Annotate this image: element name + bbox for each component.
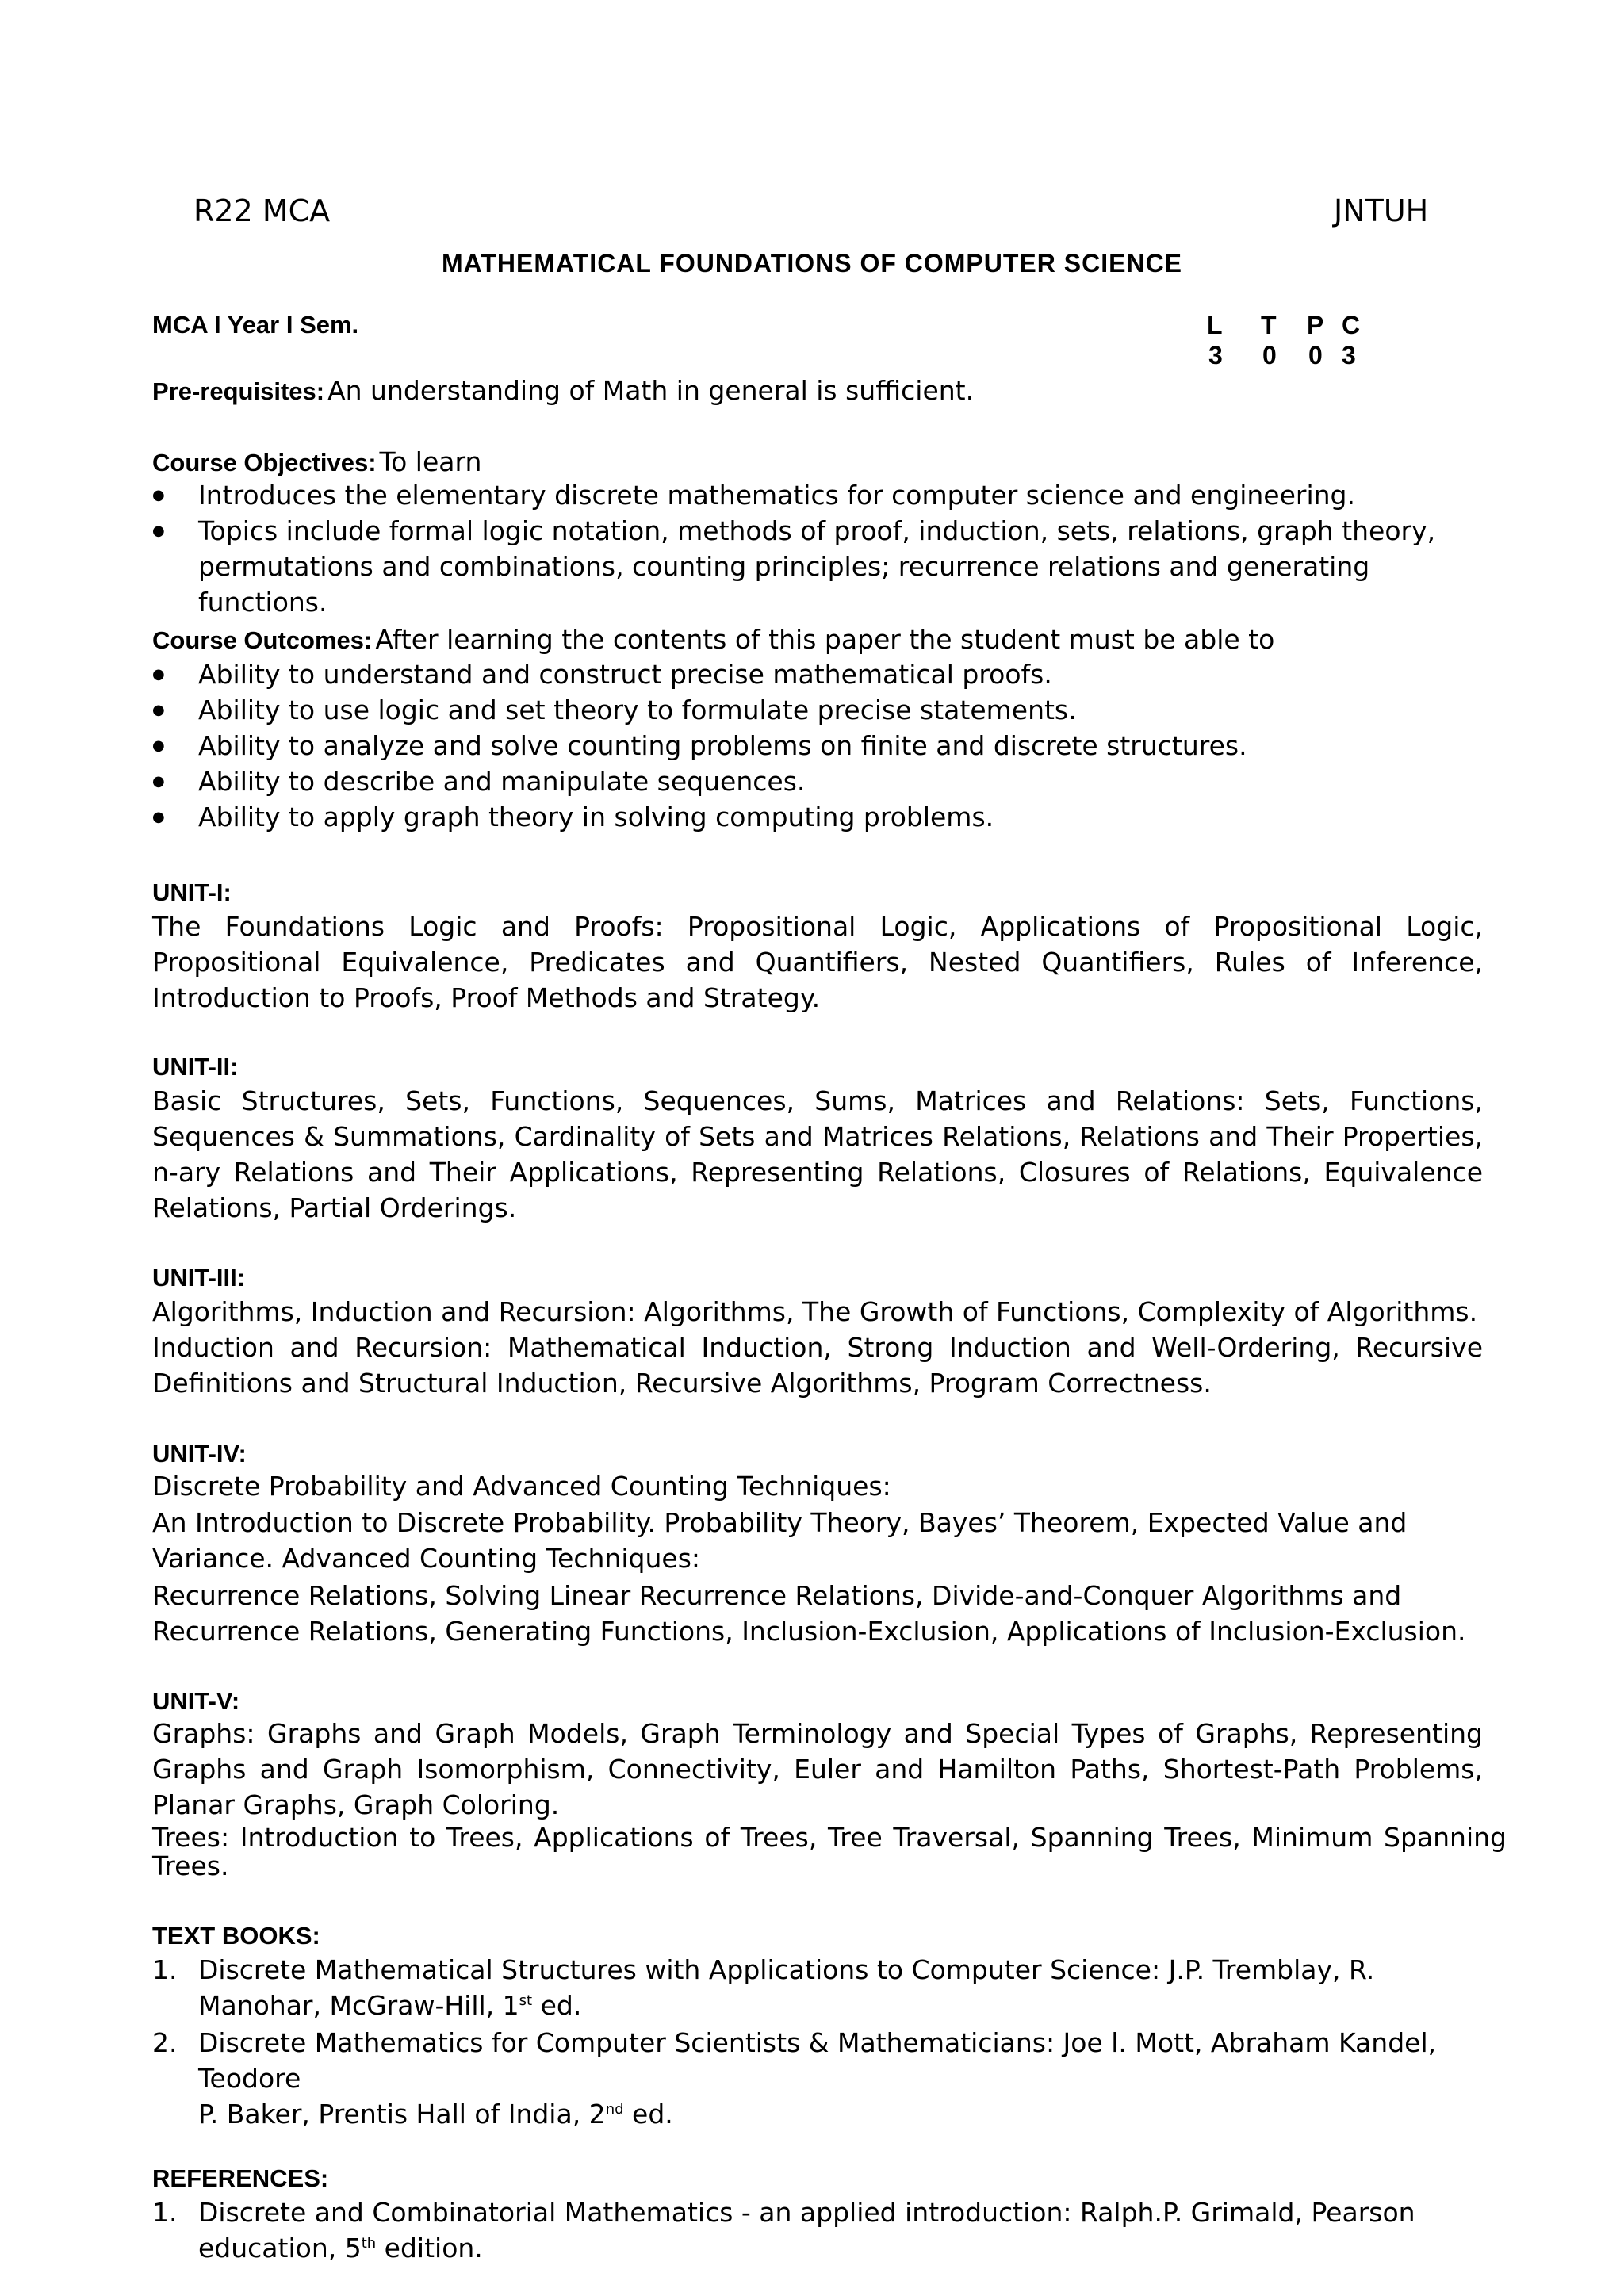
- credits-L-value: 3: [1208, 341, 1223, 369]
- unit-4-content-2: An Introduction to Discrete Probability. Probability Theory, Bayes’ Theorem, Expected Value and Variance. Advanced Counting Techniques:: [152, 1507, 1408, 1574]
- credits-T-label: T: [1261, 311, 1277, 339]
- credits-L-label: L: [1207, 311, 1223, 339]
- textbook-2-line-3: P. Baker, Prentis Hall of India, 2nd ed.: [198, 2099, 673, 2130]
- prerequisites-text: An understanding of Math in general is sufficient.: [327, 375, 975, 406]
- semester-label: MCA I Year I Sem.: [152, 311, 359, 339]
- textbook-1: [152, 1952, 1375, 2023]
- unit-5-title: UNIT-V:: [152, 1687, 240, 1715]
- regulation-code: R22 MCA: [193, 193, 331, 228]
- textbook-1-line-2: Manohar, McGraw-Hill, 1st ed.: [198, 1990, 582, 2021]
- unit-1-content: The Foundations Logic and Proofs: Propositional Logic, Applications of Propositional Logic, Propositional Equivalence, Predicates and Quantifiers, Nested Quantifiers, Rules of Inference, Introduction to Proofs, Proof Methods and Strategy.: [152, 911, 1483, 1013]
- objectives-heading: [152, 444, 481, 480]
- textbook-2-line-2: Teodore: [198, 2063, 301, 2094]
- unit-4-content-3: Recurrence Relations, Solving Linear Recurrence Relations, Divide-and-Conquer Algorithms and Recurrence Relations, Generating Functions, Inclusion-Exclusion, Applications of Inclusion-Exclusion.: [152, 1580, 1466, 1647]
- outcomes-intro: After learning the contents of this paper the student must be able to: [375, 624, 1275, 655]
- textbook-2-number: 2.: [152, 2027, 178, 2058]
- reference-1-line-2: education, 5th edition.: [198, 2233, 483, 2263]
- textbooks-title: TEXT BOOKS:: [152, 1922, 320, 1950]
- reference-1: [152, 2195, 1415, 2266]
- list-item: ● Introduces the elementary discrete mathematics for computer science and engineering.: [198, 477, 1491, 513]
- credits-P-label: P: [1307, 311, 1324, 339]
- unit-3-content-2: Induction and Recursion: Mathematical Induction, Strong Induction and Well-Ordering, Recursive Definitions and Structural Induction, Recursive Algorithms, Program Correctness.: [152, 1332, 1483, 1399]
- outcomes-label: Course Outcomes:: [152, 626, 373, 654]
- credits-P-value: 0: [1308, 341, 1323, 369]
- unit-2-title: UNIT-II:: [152, 1053, 239, 1081]
- credits-C-value: 3: [1342, 341, 1356, 369]
- unit-1-title: UNIT-I:: [152, 878, 232, 906]
- outcomes-heading: [152, 622, 1274, 657]
- textbook-1-number: 1.: [152, 1954, 178, 1985]
- credits-C-label: C: [1342, 311, 1361, 339]
- unit-4-title: UNIT-IV:: [152, 1440, 247, 1468]
- prerequisites-label: Pre-requisites:: [152, 377, 325, 405]
- credits-T-value: 0: [1262, 341, 1277, 369]
- list-item: ● Ability to understand and construct precise mathematical proofs.: [198, 656, 1491, 692]
- unit-5-content-2: Trees: Introduction to Trees, Applications of Trees, Tree Traversal, Spanning Trees, Minimum Spanning Trees.: [152, 1822, 1507, 1881]
- unit-2-content: Basic Structures, Sets, Functions, Sequences, Sums, Matrices and Relations: Sets, Functions, Sequences & Summations, Cardinality of Sets and Matrices Relations, Relations and Their Properties, n-ary Relations and Their Applications, Representing Relations, Closures of Relations, Equivalence Relations, Partial Orderings.: [152, 1085, 1483, 1223]
- references-title: REFERENCES:: [152, 2164, 329, 2192]
- objectives-label: Course Objectives:: [152, 449, 377, 476]
- list-item: ● Ability to use logic and set theory to formulate precise statements.: [198, 692, 1491, 728]
- unit-4-content-1: Discrete Probability and Advanced Counting Techniques:: [152, 1471, 891, 1502]
- objectives-list: [198, 477, 1491, 620]
- textbook-2-line-1: Discrete Mathematics for Computer Scientists & Mathematicians: Joe l. Mott, Abraham Kandel,: [198, 2027, 1437, 2058]
- reference-1-line-1: Discrete and Combinatorial Mathematics - an applied introduction: Ralph.P. Grimald, Pearson: [198, 2197, 1415, 2228]
- outcomes-list: [198, 656, 1491, 835]
- prerequisites: [152, 373, 974, 408]
- unit-3-title: UNIT-III:: [152, 1264, 246, 1292]
- list-item: ● Ability to apply graph theory in solving computing problems.: [198, 799, 1491, 835]
- list-item: ● Ability to describe and manipulate sequences.: [198, 763, 1491, 799]
- unit-3-content-1: Algorithms, Induction and Recursion: Algorithms, The Growth of Functions, Complexity of Algorithms.: [152, 1296, 1478, 1327]
- course-title: MATHEMATICAL FOUNDATIONS OF COMPUTER SCIENCE: [441, 249, 1183, 277]
- objectives-intro: To learn: [379, 446, 482, 477]
- university-name: JNTUH: [1334, 193, 1429, 228]
- reference-1-number: 1.: [152, 2197, 178, 2228]
- list-item: ● Topics include formal logic notation, methods of proof, induction, sets, relations, graph theory, permutations and combinations, counting principles; recurrence relations and generating functions.: [198, 513, 1491, 620]
- textbook-1-line-1: Discrete Mathematical Structures with Applications to Computer Science: J.P. Tremblay, R.: [198, 1954, 1375, 1985]
- unit-5-content-1: Graphs: Graphs and Graph Models, Graph Terminology and Special Types of Graphs, Representing Graphs and Graph Isomorphism, Connectivity, Euler and Hamilton Paths, Shortest-Path Problems, Planar Graphs, Graph Coloring.: [152, 1718, 1483, 1820]
- list-item: ● Ability to analyze and solve counting problems on finite and discrete structures.: [198, 728, 1491, 763]
- textbook-2: [152, 2025, 1437, 2132]
